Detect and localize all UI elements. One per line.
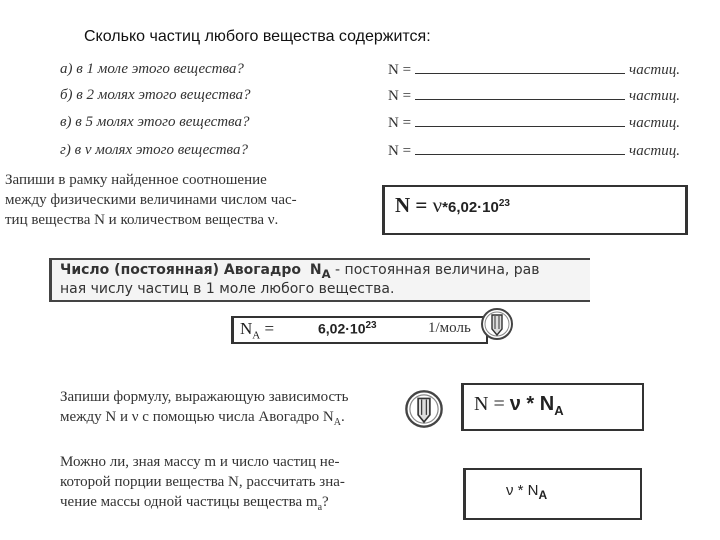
- task1-line: между физическими величинами числом час-: [5, 192, 297, 208]
- na-label: [240, 319, 274, 341]
- answer-row-d: [388, 142, 680, 160]
- task3-line-end: ?: [322, 494, 329, 510]
- task3-line: которой порции вещества N, рассчитать зна-: [60, 474, 345, 490]
- formula-value: [442, 199, 510, 216]
- answer-suffix: частиц.: [629, 143, 680, 159]
- task3-text: [60, 452, 345, 518]
- answer-3-sub: A: [538, 488, 548, 502]
- answer-row-c: [388, 114, 680, 132]
- answer-suffix: частиц.: [629, 115, 680, 131]
- na-label-n: N: [240, 319, 253, 338]
- answer-suffix: частиц.: [629, 88, 680, 104]
- formula-exp: 23: [498, 198, 510, 209]
- task2-line-text: между N и ν с помощью числа Авогадро N: [60, 409, 334, 425]
- pencil-icon: [480, 307, 514, 341]
- formula-2-right: [509, 393, 564, 418]
- na-unit: 1/моль: [428, 320, 471, 336]
- answer-prefix: N =: [388, 88, 412, 104]
- formula-2-right-text: ν * N: [509, 393, 555, 415]
- avogadro-symbol-sub: A: [321, 266, 331, 281]
- answer-suffix: частиц.: [629, 62, 680, 78]
- task3-sub: a: [317, 502, 323, 513]
- avogadro-line-2: ная числу частиц в 1 моле любого вещества.: [60, 281, 395, 297]
- task3-line-text: чение массы одной частицы вещества m: [60, 494, 318, 510]
- answer-row-b: [388, 87, 680, 105]
- answer-blank[interactable]: [415, 61, 625, 74]
- avogadro-symbol-n: N: [309, 262, 322, 278]
- formula-2-sub: A: [554, 403, 564, 418]
- na-value-box: [231, 316, 488, 344]
- na-label-sub: A: [252, 329, 261, 342]
- task3-line: [60, 492, 345, 518]
- question-c: в) в 5 молях этого вещества?: [60, 114, 250, 130]
- task2-line: Запиши формулу, выражающую зависимость: [60, 389, 349, 405]
- task1-text: [5, 170, 297, 230]
- task2-sub: A: [333, 417, 341, 428]
- formula-left: N =: [395, 193, 428, 217]
- answer-3: [506, 482, 547, 502]
- formula-nu: ν: [432, 193, 443, 217]
- avogadro-definition: [49, 258, 590, 302]
- task2-line: [60, 407, 349, 433]
- formula-2-left: N =: [474, 393, 505, 415]
- formula-1: [395, 193, 510, 218]
- task1-line: Запиши в рамку найденное соотношение: [5, 172, 267, 188]
- na-exp: 23: [365, 320, 377, 331]
- na-value-text: 6,02·10: [318, 320, 366, 337]
- formula-box-2[interactable]: [461, 383, 644, 431]
- formula-value-text: *6,02·10: [442, 199, 499, 216]
- answer-row-a: [388, 61, 680, 79]
- task1-line: тиц вещества N и количеством вещества ν.: [5, 212, 279, 228]
- na-value: [318, 320, 377, 337]
- na-label-eq: =: [260, 319, 275, 338]
- avogadro-symbol: [309, 262, 331, 281]
- answer-blank[interactable]: [415, 114, 625, 127]
- formula-box-1[interactable]: [382, 185, 688, 235]
- question-d: г) в ν молях этого вещества?: [60, 142, 248, 158]
- question-b: б) в 2 молях этого вещества?: [60, 87, 251, 103]
- formula-2: [474, 393, 564, 418]
- answer-box-3[interactable]: [463, 468, 642, 520]
- answer-blank[interactable]: [415, 142, 625, 155]
- question-a: а) в 1 моле этого вещества?: [60, 61, 244, 77]
- answer-blank[interactable]: [415, 87, 625, 100]
- task2-text: [60, 387, 349, 433]
- answer-3-text: ν * N: [506, 482, 539, 499]
- task3-line: Можно ли, зная массу m и число частиц не-: [60, 454, 340, 470]
- answer-prefix: N =: [388, 62, 412, 78]
- answer-prefix: N =: [388, 143, 412, 159]
- avogadro-line-1: [60, 262, 540, 281]
- pencil-icon: [404, 389, 444, 429]
- avogadro-desc: - постоянная величина, рав: [330, 262, 540, 278]
- task2-line-end: .: [340, 409, 345, 425]
- answer-prefix: N =: [388, 115, 412, 131]
- page-title: Сколько частиц любого вещества содержится:: [84, 28, 431, 45]
- avogadro-term: Число (постоянная) Авогадро: [60, 262, 301, 278]
